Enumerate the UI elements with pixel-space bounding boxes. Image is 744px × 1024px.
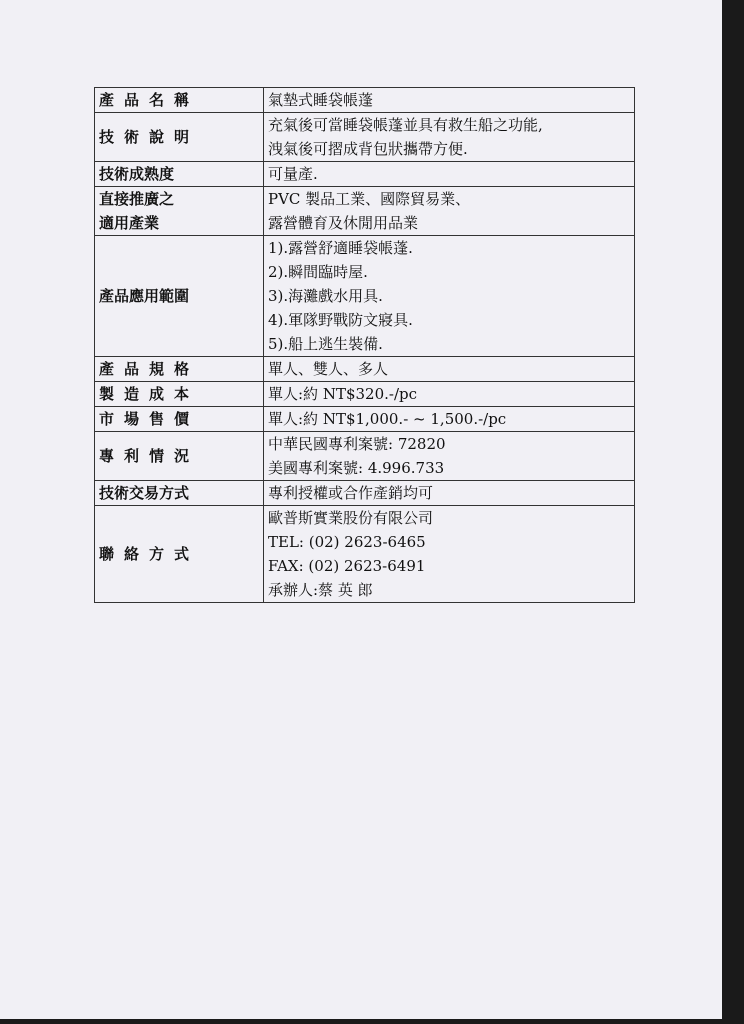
row-label: 產品應用範圍 <box>95 236 264 357</box>
table-row <box>95 187 635 236</box>
row-value: 中華民國專利案號: 72820 美國專利案號: 4.996.733 <box>264 432 635 481</box>
row-label: 直接推廣之 適用產業 <box>95 187 264 236</box>
spec-table <box>94 87 635 603</box>
row-value: 可量產. <box>264 162 635 187</box>
row-value: 專利授權或合作產銷均可 <box>264 481 635 506</box>
table-row <box>95 357 635 382</box>
table-row <box>95 382 635 407</box>
row-label: 技術說明 <box>95 113 264 162</box>
row-label: 製造成本 <box>95 382 264 407</box>
row-value: 單人:約 NT$320.-/pc <box>264 382 635 407</box>
row-label: 技術交易方式 <box>95 481 264 506</box>
table-row <box>95 236 635 357</box>
row-label: 市場售價 <box>95 407 264 432</box>
row-value: 歐普斯實業股份有限公司 TEL: (02) 2623-6465 FAX: (02) 2623-6491 承辦人:蔡 英 郎 <box>264 506 635 603</box>
row-value: 1).露營舒適睡袋帳蓬. 2).瞬間臨時屋. 3).海灘戲水用具. 4).軍隊野戰防文寢具. 5).船上逃生裝備. <box>264 236 635 357</box>
row-value: 單人:約 NT$1,000.- ~ 1,500.-/pc <box>264 407 635 432</box>
table-row <box>95 113 635 162</box>
table-row <box>95 407 635 432</box>
row-label: 專利情況 <box>95 432 264 481</box>
row-value: 單人、雙人、多人 <box>264 357 635 382</box>
row-value: PVC 製品工業、國際貿易業、 露營體育及休閒用品業 <box>264 187 635 236</box>
row-value: 充氣後可當睡袋帳蓬並具有救生船之功能, 洩氣後可摺成背包狀攜帶方便. <box>264 113 635 162</box>
row-label: 產品名稱 <box>95 88 264 113</box>
table-row <box>95 506 635 603</box>
row-value: 氣墊式睡袋帳蓬 <box>264 88 635 113</box>
table-row <box>95 162 635 187</box>
table-row <box>95 88 635 113</box>
table-row <box>95 432 635 481</box>
row-label: 聯絡方式 <box>95 506 264 603</box>
table-row <box>95 481 635 506</box>
row-label: 產品規格 <box>95 357 264 382</box>
row-label: 技術成熟度 <box>95 162 264 187</box>
